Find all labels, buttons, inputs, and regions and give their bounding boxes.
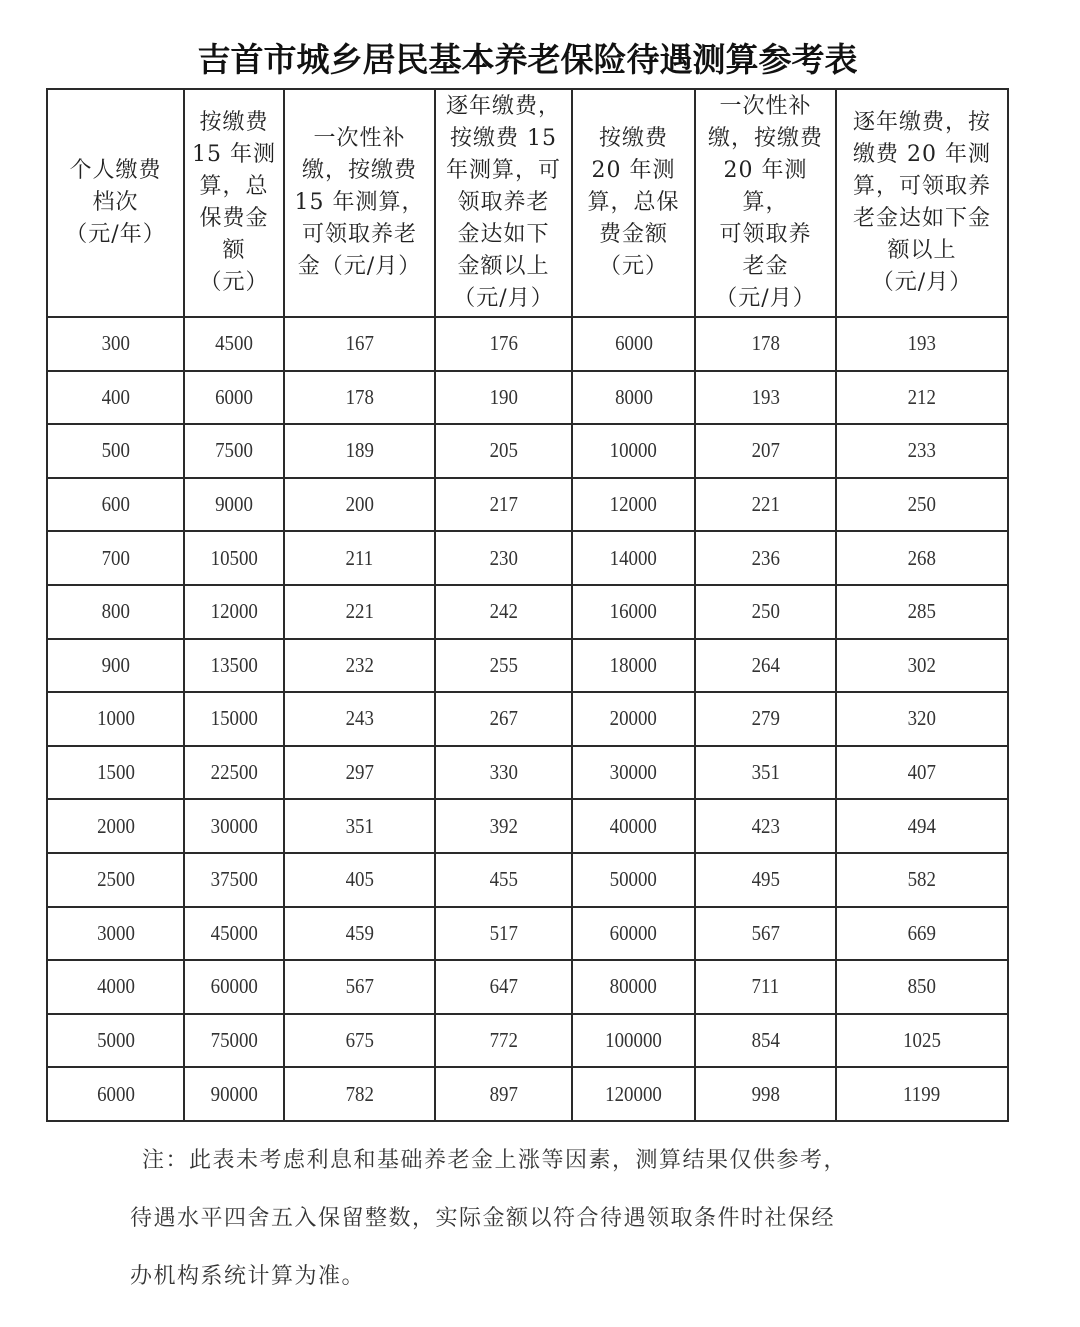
cell-value: 205 [489,438,518,463]
cell-value: 37500 [210,867,258,892]
cell-value: 242 [489,599,518,624]
cell-value: 9000 [215,492,253,517]
table-cell [284,1067,435,1121]
table-cell [572,531,695,585]
cell-value: 459 [345,920,374,945]
cell-value: 351 [751,760,780,785]
cell-value: 302 [907,652,937,677]
table-cell [435,478,572,532]
table-cell [695,907,836,961]
table-cell [47,531,184,585]
cell-value: 22500 [210,760,258,785]
table-cell [284,853,435,907]
cell-value: 772 [489,1028,518,1053]
cell-value: 193 [907,331,937,356]
cell-value: 167 [345,331,374,356]
cell-value: 6000 [614,331,653,356]
table-cell [284,371,435,425]
cell-value: 80000 [609,974,658,999]
cell-value: 16000 [609,599,658,624]
table-cell [184,907,284,961]
table-row [47,1067,1008,1121]
table-cell [695,799,836,853]
cell-value: 75000 [210,1028,258,1053]
table-cell [284,746,435,800]
table-cell [836,371,1008,425]
table-cell [47,907,184,961]
cell-value: 232 [345,652,374,677]
header-20yr-annual-pension [836,89,1008,317]
table-cell [695,371,836,425]
table-cell [284,907,435,961]
table-cell [695,585,836,639]
header-label: 一次性补 缴，按缴费 20 年测算， 可领取养 老金 （元/月） [707,94,823,311]
table-cell [836,639,1008,693]
cell-value: 120000 [605,1081,662,1106]
cell-value: 647 [489,974,518,999]
table-cell [435,371,572,425]
table-cell [47,853,184,907]
table-cell [284,1014,435,1068]
header-label: 按缴费 20 年测 算，总保 费金额 （元） [587,126,680,279]
table-cell [572,371,695,425]
cell-value: 297 [345,760,374,785]
header-contribution-tier [47,89,184,317]
cell-value: 300 [101,331,130,356]
table-cell [435,692,572,746]
table-cell [836,424,1008,478]
cell-value: 897 [489,1081,518,1106]
cell-value: 494 [907,813,937,838]
cell-value: 998 [751,1081,780,1106]
header-20yr-total-premium [572,89,695,317]
table-cell [695,478,836,532]
table-cell [572,692,695,746]
table-cell [435,639,572,693]
table-cell [284,531,435,585]
table-cell [836,1014,1008,1068]
cell-value: 12000 [609,492,658,517]
cell-value: 279 [751,706,780,731]
table-cell [572,799,695,853]
cell-value: 782 [345,1081,374,1106]
cell-value: 20000 [609,706,658,731]
cell-value: 230 [489,545,518,570]
table-row [47,531,1008,585]
cell-value: 250 [907,492,937,517]
table-cell [836,317,1008,371]
header-20yr-lump-sum-pension [695,89,836,317]
page-title: 吉首市城乡居民基本养老保险待遇测算参考表 [197,40,858,79]
cell-value: 669 [907,920,937,945]
cell-value: 189 [345,438,374,463]
cell-value: 2000 [96,813,135,838]
table-cell [184,960,284,1014]
table-cell [836,478,1008,532]
cell-value: 351 [345,813,374,838]
table-row [47,424,1008,478]
cell-value: 14000 [609,545,658,570]
table-cell [435,1067,572,1121]
cell-value: 582 [907,867,937,892]
table-row [47,799,1008,853]
cell-value: 900 [101,652,130,677]
cell-value: 8000 [614,384,653,409]
table-cell [47,960,184,1014]
cell-value: 320 [907,706,937,731]
cell-value: 200 [345,492,374,517]
table-cell [47,746,184,800]
cell-value: 178 [751,331,780,356]
cell-value: 392 [489,813,518,838]
table-cell [47,317,184,371]
table-cell [184,371,284,425]
cell-value: 255 [489,652,518,677]
cell-value: 700 [101,545,130,570]
cell-value: 176 [489,331,518,356]
cell-value: 423 [751,813,780,838]
header-15yr-lump-sum-pension [284,89,435,317]
cell-value: 190 [489,384,518,409]
table-cell [435,424,572,478]
cell-value: 217 [489,492,518,517]
cell-value: 854 [751,1028,780,1053]
cell-value: 4500 [215,331,253,356]
header-label: 逐年缴费，按 缴费 20 年测 算，可领取养 老金达如下金 额以上 （元/月） [852,110,991,295]
table-cell [572,907,695,961]
pension-reference-table [46,88,1009,1122]
cell-value: 1199 [903,1081,941,1106]
table-cell [695,317,836,371]
footnote-line-3: 办机构系统计算为准。 [130,1264,366,1289]
table-cell [435,799,572,853]
cell-value: 212 [907,384,937,409]
table-row [47,746,1008,800]
table-cell [284,478,435,532]
cell-value: 6000 [215,384,253,409]
cell-value: 675 [345,1028,374,1053]
cell-value: 567 [345,974,374,999]
table-cell [284,317,435,371]
table-cell [836,960,1008,1014]
cell-value: 233 [907,438,937,463]
cell-value: 567 [751,920,780,945]
cell-value: 250 [751,599,780,624]
cell-value: 45000 [210,920,258,945]
footnote [130,1132,950,1306]
cell-value: 405 [345,867,374,892]
cell-value: 2500 [96,867,135,892]
table-cell [47,1014,184,1068]
table-cell [695,746,836,800]
header-15yr-annual-pension [435,89,572,317]
table-cell [836,746,1008,800]
table-header-row [47,89,1008,317]
cell-value: 285 [907,599,937,624]
cell-value: 455 [489,867,518,892]
table-cell [47,692,184,746]
cell-value: 10000 [609,438,658,463]
cell-value: 264 [751,652,780,677]
table-row [47,317,1008,371]
table-cell [695,960,836,1014]
cell-value: 517 [489,920,518,945]
table-cell [47,585,184,639]
table-cell [47,371,184,425]
table-cell [284,585,435,639]
table-body [47,317,1008,1121]
table-cell [695,692,836,746]
table-cell [836,531,1008,585]
table-cell [184,585,284,639]
table-row [47,853,1008,907]
cell-value: 30000 [210,813,258,838]
table-row [47,1014,1008,1068]
table-cell [572,585,695,639]
table-cell [284,424,435,478]
table-cell [184,639,284,693]
table-cell [284,960,435,1014]
cell-value: 50000 [609,867,658,892]
table-cell [572,960,695,1014]
cell-value: 221 [751,492,780,517]
cell-value: 193 [751,384,780,409]
cell-value: 15000 [210,706,258,731]
table-cell [695,853,836,907]
table-cell [435,531,572,585]
cell-value: 13500 [210,652,258,677]
table-cell [572,853,695,907]
cell-value: 3000 [96,920,135,945]
table-cell [284,799,435,853]
table-cell [435,746,572,800]
table-cell [184,746,284,800]
cell-value: 407 [907,760,937,785]
header-label: 一次性补 缴，按缴费 15 年测算， 可领取养老 金（元/月） [294,126,425,279]
table-cell [184,1067,284,1121]
table-cell [184,478,284,532]
table-cell [572,1067,695,1121]
table-cell [836,692,1008,746]
cell-value: 1000 [96,706,135,731]
cell-value: 100000 [605,1028,662,1053]
table-cell [836,853,1008,907]
table-row [47,371,1008,425]
table-row [47,639,1008,693]
table-cell [435,585,572,639]
table-cell [435,853,572,907]
table-cell [572,639,695,693]
table-cell [695,1014,836,1068]
table-cell [572,424,695,478]
cell-value: 7500 [215,438,253,463]
header-label: 逐年缴费， 按缴费 15 年测算，可 领取养老 金达如下 金额以上 （元/月） [445,94,561,311]
cell-value: 500 [101,438,130,463]
cell-value: 495 [751,867,780,892]
table-row [47,960,1008,1014]
table-cell [435,317,572,371]
table-cell [47,799,184,853]
cell-value: 40000 [609,813,658,838]
table-cell [184,1014,284,1068]
table-cell [836,585,1008,639]
table-cell [572,746,695,800]
table-cell [284,692,435,746]
table-cell [47,478,184,532]
table-cell [184,424,284,478]
cell-value: 178 [345,384,374,409]
table-cell [836,907,1008,961]
table-cell [47,639,184,693]
table-cell [184,317,284,371]
table-cell [572,317,695,371]
cell-value: 1025 [903,1028,941,1053]
table-cell [572,478,695,532]
cell-value: 207 [751,438,780,463]
cell-value: 4000 [96,974,135,999]
cell-value: 60000 [609,920,658,945]
cell-value: 6000 [96,1081,135,1106]
table-cell [695,1067,836,1121]
table-cell [184,853,284,907]
table-cell [184,692,284,746]
table-row [47,907,1008,961]
table-cell [695,639,836,693]
table-cell [435,1014,572,1068]
table-cell [435,960,572,1014]
cell-value: 600 [101,492,130,517]
cell-value: 18000 [609,652,658,677]
cell-value: 267 [489,706,518,731]
table-cell [184,531,284,585]
header-15yr-total-premium [184,89,284,317]
cell-value: 60000 [210,974,258,999]
footnote-line-1: 注：此表未考虑利息和基础养老金上涨等因素，测算结果仅供参考， [142,1148,848,1173]
table-cell [435,907,572,961]
footnote-line-2: 待遇水平四舍五入保留整数，实际金额以符合待遇领取条件时社保经 [130,1206,836,1231]
cell-value: 850 [907,974,937,999]
table-row [47,692,1008,746]
table-cell [47,1067,184,1121]
cell-value: 236 [751,545,780,570]
cell-value: 711 [751,974,780,999]
cell-value: 211 [345,545,374,570]
table-row [47,478,1008,532]
cell-value: 800 [101,599,130,624]
cell-value: 5000 [96,1028,135,1053]
table-cell [695,424,836,478]
cell-value: 1500 [96,760,135,785]
header-label: 按缴费 15 年测 算，总 保费金 额 （元） [192,110,276,295]
cell-value: 90000 [210,1081,258,1106]
cell-value: 10500 [210,545,258,570]
cell-value: 400 [101,384,130,409]
table-cell [836,799,1008,853]
table-cell [47,424,184,478]
header-label: 个人缴费 档次 （元/年） [65,158,166,247]
cell-value: 330 [489,760,518,785]
table-cell [572,1014,695,1068]
table-cell [836,1067,1008,1121]
table-cell [284,639,435,693]
cell-value: 12000 [210,599,258,624]
table-cell [184,799,284,853]
cell-value: 268 [907,545,937,570]
cell-value: 243 [345,706,374,731]
table-row [47,585,1008,639]
cell-value: 30000 [609,760,658,785]
cell-value: 221 [345,599,374,624]
table-cell [695,531,836,585]
